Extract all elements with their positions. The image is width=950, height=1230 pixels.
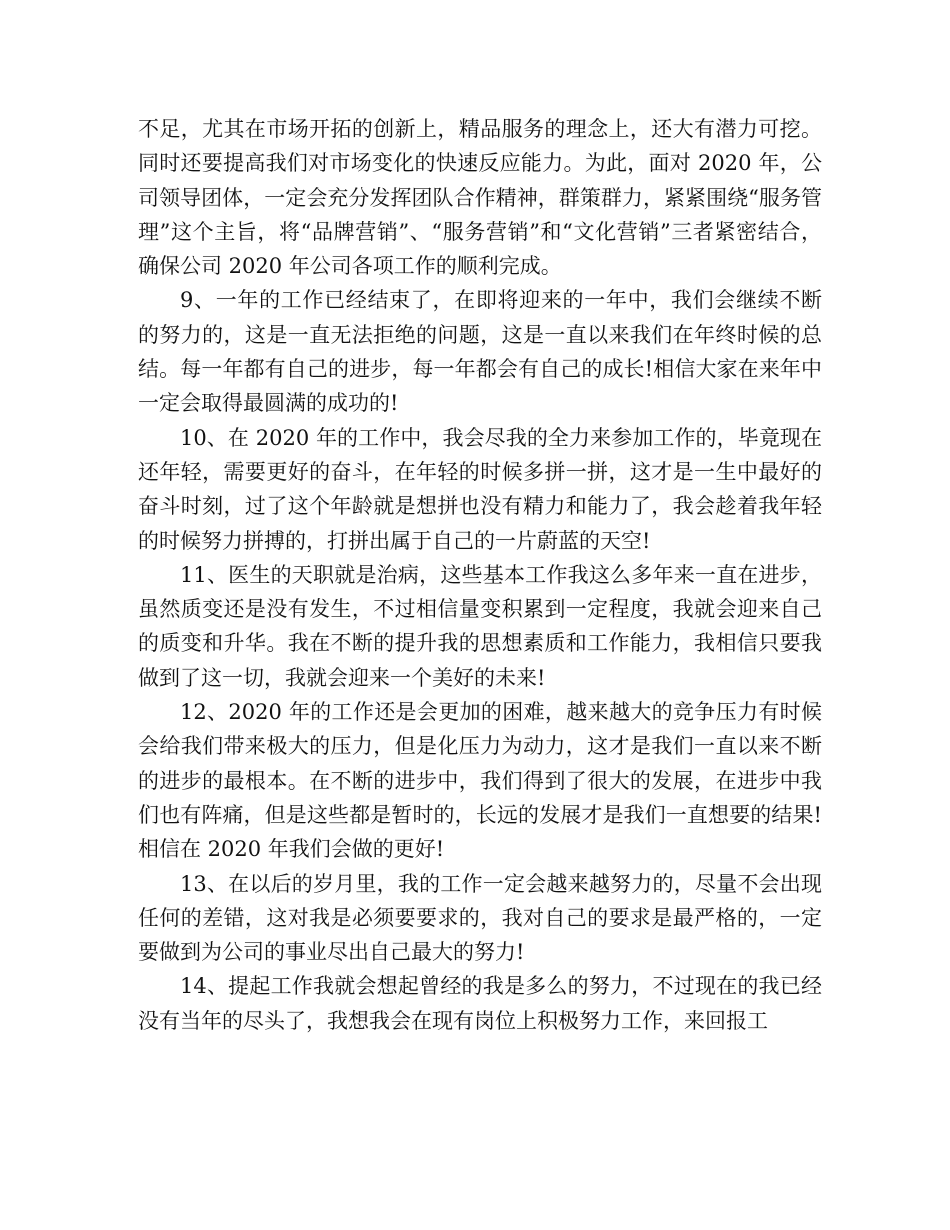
paragraph-13: 13、在以后的岁月里，我的工作一定会越来越努力的，尽量不会出现任何的差错，这对我是必须要要求的，我对自己的要求是最严格的，一定要做到为公司的事业尽出自己最大的努力! <box>138 871 822 965</box>
paragraph-continuation: 不足，尤其在市场开拓的创新上，精品服务的理念上，还大有潜力可挖。同时还要提高我们对市场变化的快速反应能力。为此，面对 2020 年，公司领导团体，一定会充分发挥团队合作精神，群策群力，紧紧围绕“服务管理”这个主旨，将“品牌营销”、“服务营销”和“文化营销”三者紧密结合，确保公司 2020 年公司各项工作的顺利完成。 <box>138 117 822 279</box>
paragraph-14: 14、提起工作我就会想起曾经的我是多么的努力，不过现在的我已经没有当年的尽头了，我想我会在现有岗位上积极努力工作，来回报工 <box>138 974 822 1033</box>
paragraph-10: 10、在 2020 年的工作中，我会尽我的全力来参加工作的，毕竟现在还年轻，需要更好的奋斗，在年轻的时候多拼一拼，这才是一生中最好的奋斗时刻，过了这个年龄就是想拼也没有精力和能力了，我会趁着我年轻的时候努力拼搏的，打拼出属于自己的一片蔚蓝的天空! <box>138 425 822 553</box>
paragraph-12: 12、2020 年的工作还是会更加的困难，越来越大的竞争压力有时候会给我们带来极大的压力，但是化压力为动力，这才是我们一直以来不断的进步的最根本。在不断的进步中，我们得到了很大的发展，在进步中我们也有阵痛，但是这些都是暂时的，长远的发展才是我们一直想要的结果!相信在 2020 年我们会做的更好! <box>138 700 822 862</box>
document-body <box>138 112 822 1038</box>
paragraph-11: 11、医生的天职就是治病，这些基本工作我这么多年来一直在进步，虽然质变还是没有发生，不过相信量变积累到一定程度，我就会迎来自己的质变和升华。我在不断的提升我的思想素质和工作能力，我相信只要我做到了这一切，我就会迎来一个美好的未来! <box>138 562 822 690</box>
paragraph-9: 9、一年的工作已经结束了，在即将迎来的一年中，我们会继续不断的努力的，这是一直无法拒绝的问题，这是一直以来我们在年终时候的总结。每一年都有自己的进步，每一年都会有自己的成长!相信大家在来年中一定会取得最圆满的成功的! <box>138 288 822 416</box>
